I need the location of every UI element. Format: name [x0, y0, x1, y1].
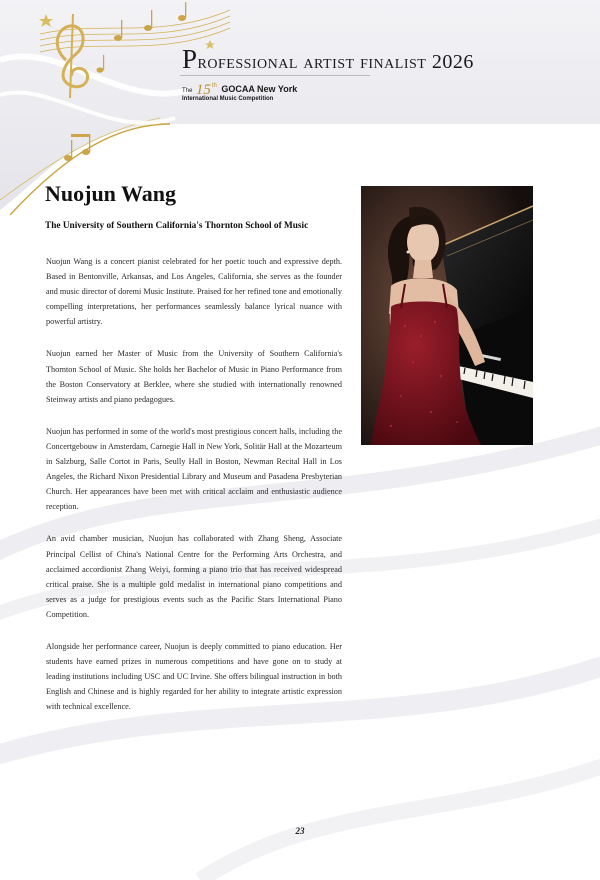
competition-ordinal-number: 15 — [195, 82, 211, 98]
header-title-rest: rofessional artist finalist 2026 — [197, 51, 474, 73]
page-header-title — [182, 44, 474, 75]
competition-subtitle: International Music Competition — [182, 96, 274, 102]
artist-name: Nuojun Wang — [45, 181, 177, 206]
bio-paragraph: Nuojun earned her Master of Music from the University of Southern California's Thornton School of Music. She holds her Bachelor of Music in Piano Performance from the Boston Conservatory at Berklee, where she studied with internationally renowned Steinway artists and piano pedagogues. — [46, 349, 342, 404]
page-number: 23 — [295, 826, 305, 836]
competition-logo — [182, 80, 302, 106]
artist-biography — [46, 254, 342, 731]
bio-paragraph: An avid chamber musician, Nuojun has collaborated with Zhang Sheng, Associate Principal Cellist of China's National Centre for the Performing Arts Orchestra, and acclaimed accordionist Zhang Weiyi, forming a piano trio that has received widespread critical praise. She is a multiple gold medalist in international piano competitions and serves as a judge for prestigious events such as the Pacific Stars International Piano Competition. — [46, 534, 342, 619]
pianist-portrait-photo-icon — [361, 186, 533, 445]
bio-paragraph: Nuojun Wang is a concert pianist celebrated for her poetic touch and expressive depth. Based in Bentonville, Arkansas, and Los Angeles, California, she serves as the founder and music director of doremi Music Institute. Praised for her refined tone and emotionally compelling interpretations, her performances seamlessly balance lyrical nuance with powerful artistry. — [46, 257, 342, 327]
header-title-initial: P — [182, 44, 198, 74]
bio-paragraph: Alongside her performance career, Nuojun is deeply committed to piano education. Her students have earned prizes in numerous competitions and have gone on to study at leading institutions including USC and UC Irvine. She offers bilingual instruction in both English and Chinese and is highly regarded for her ability to integrate artistic expression with technical excellence. — [46, 641, 342, 712]
competition-ordinal-suffix: th — [211, 83, 217, 89]
competition-the: The — [182, 88, 193, 94]
artist-school: The University of Southern California's Thornton School of Music — [45, 221, 309, 231]
competition-name: GOCAA New York — [221, 84, 298, 94]
artist-photo — [361, 186, 533, 445]
bio-paragraph: Nuojun has performed in some of the world's most prestigious concert halls, including the Concertgebouw in Amsterdam, Carnegie Hall in New York, Solitär Hall at the Mozarteum in Salzburg, Salle Cortot in Paris, Seully Hall in Boston, Newman Recital Hall in Los Angeles, the Richard Nixon Presidential Library and Museum and Pasadena Presbyterian Church. Her appearances have been met with critical acclaim and enthusiastic audience reception. — [46, 426, 342, 512]
